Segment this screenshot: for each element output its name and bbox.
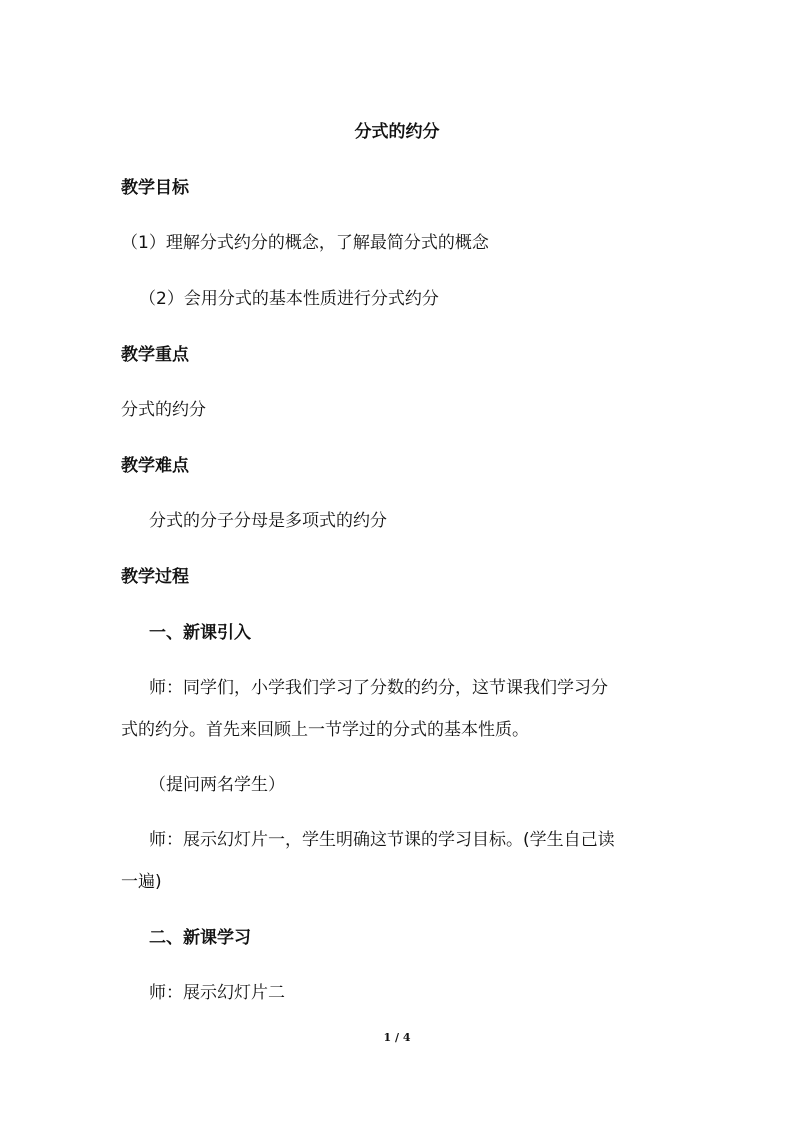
paragraph-4-text: 师：展示幻灯片二	[149, 983, 285, 1003]
process-heading: 教学过程	[121, 567, 189, 587]
part2-heading: 二、新课学习	[149, 928, 251, 948]
difficulties-heading: 教学难点	[121, 456, 189, 476]
paragraph-3-line-1: 师：展示幻灯片一，学生明确这节课的学习目标。(学生自己读	[149, 830, 615, 850]
paragraph-4	[149, 983, 285, 1003]
page-number: 1 / 4	[383, 1031, 411, 1044]
key-points-heading: 教学重点	[121, 345, 189, 365]
document-title: 分式的约分	[354, 122, 440, 142]
paragraph-2: （提问两名学生）	[149, 775, 285, 795]
objective-2: （2）会用分式的基本性质进行分式约分	[139, 289, 439, 309]
paragraph-3-line-2: 一遍)	[121, 872, 162, 892]
part1-heading: 一、新课引入	[149, 623, 251, 643]
objectives-heading: 教学目标	[121, 178, 189, 198]
paragraph-1-line-1: 师：同学们，小学我们学习了分数的约分，这节课我们学习分	[149, 678, 608, 698]
objective-1: （1）理解分式约分的概念，了解最简分式的概念	[121, 233, 489, 253]
difficulties-text: 分式的分子分母是多项式的约分	[149, 511, 387, 531]
key-points-text: 分式的约分	[121, 400, 206, 420]
paragraph-1-line-2: 式的约分。首先来回顾上一节学过的分式的基本性质。	[121, 720, 529, 740]
